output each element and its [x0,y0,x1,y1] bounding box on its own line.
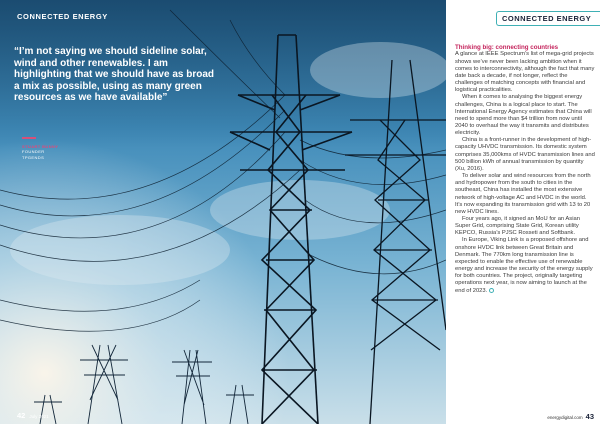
page-footer-left [17,405,49,423]
section-tab: CONNECTED ENERGY [496,11,600,26]
article-paragraph-last [455,237,595,294]
page-number: 43 [585,412,594,421]
page-footer-right [547,406,594,424]
article-paragraph: When it comes to analysing the biggest energy challenges, China is a logical place to start. The International Energy Agency estimates that China will need to spend more than $4 trillion from now until 2040 to overhaul the way it transmits and distributes electricity. [455,94,592,137]
article-paragraph: A glance at IEEE Spectrum’s list of mega-grid projects shows we’ve never been lacking ambition when it comes to interconnectivity, although the fact that many date back a decade, if not longer, reflect the challenges of matching concepts with financial and logistical practicalities. [455,51,595,94]
issue-date: July 2021 [29,414,49,419]
article-body [455,44,595,295]
section-tag: CONNECTED ENERGY [17,12,108,21]
pull-quote: “I’m not saying we should sideline solar, wind and other renewables. I am highlighting that we should have as broad a mix as possible, using as many green resources as we have available” [14,46,215,104]
attribution-name: STUART BUNNY [22,144,59,149]
article-paragraph-text: In Europe, Viking Link is a proposed offshore and onshore HVDC link between Great Britain and Denmark. The 770km long transmission line is expected to enable the effective use of renewable energy and increase the security of the energy supply for both countries. The project, originally targeting operations next year, is now aiming to launch at the end of 2023. [455,237,593,294]
article-paragraph: To deliver solar and wind resources from the north and hydropower from the south to cities in the southeast, China has installed the most extensive network of high-voltage AC and HVDC in the world. It’s now expanding its transmission grid with 13 to 20 new HVDC lines. [455,173,591,215]
article-subheading: Thinking big: connecting countries [455,44,559,51]
article-paragraph: China is a front-runner in the development of high-capacity UHVDC transmission. Its domestic system comprises 35,000kms of HVDC transmission lines and 500 billion kWh of annual transmission by quantity (Xu, 2016). [455,137,595,172]
article-paragraph: Four years ago, it signed an MoU for an Asian Super Grid, comprising State Grid, Korean utility KEPCO, Russia’s PJSC Rosseti and Softbank. [455,216,580,237]
attribution-role: FOUNDER [22,149,45,155]
footer-url[interactable]: energydigital.com [547,415,583,420]
quote-attribution [22,144,58,160]
end-of-article-icon [489,288,494,293]
quote-divider [22,137,36,139]
right-page [446,0,600,424]
page-number: 42 [17,411,26,420]
attribution-company: TPGENDS [22,154,45,160]
